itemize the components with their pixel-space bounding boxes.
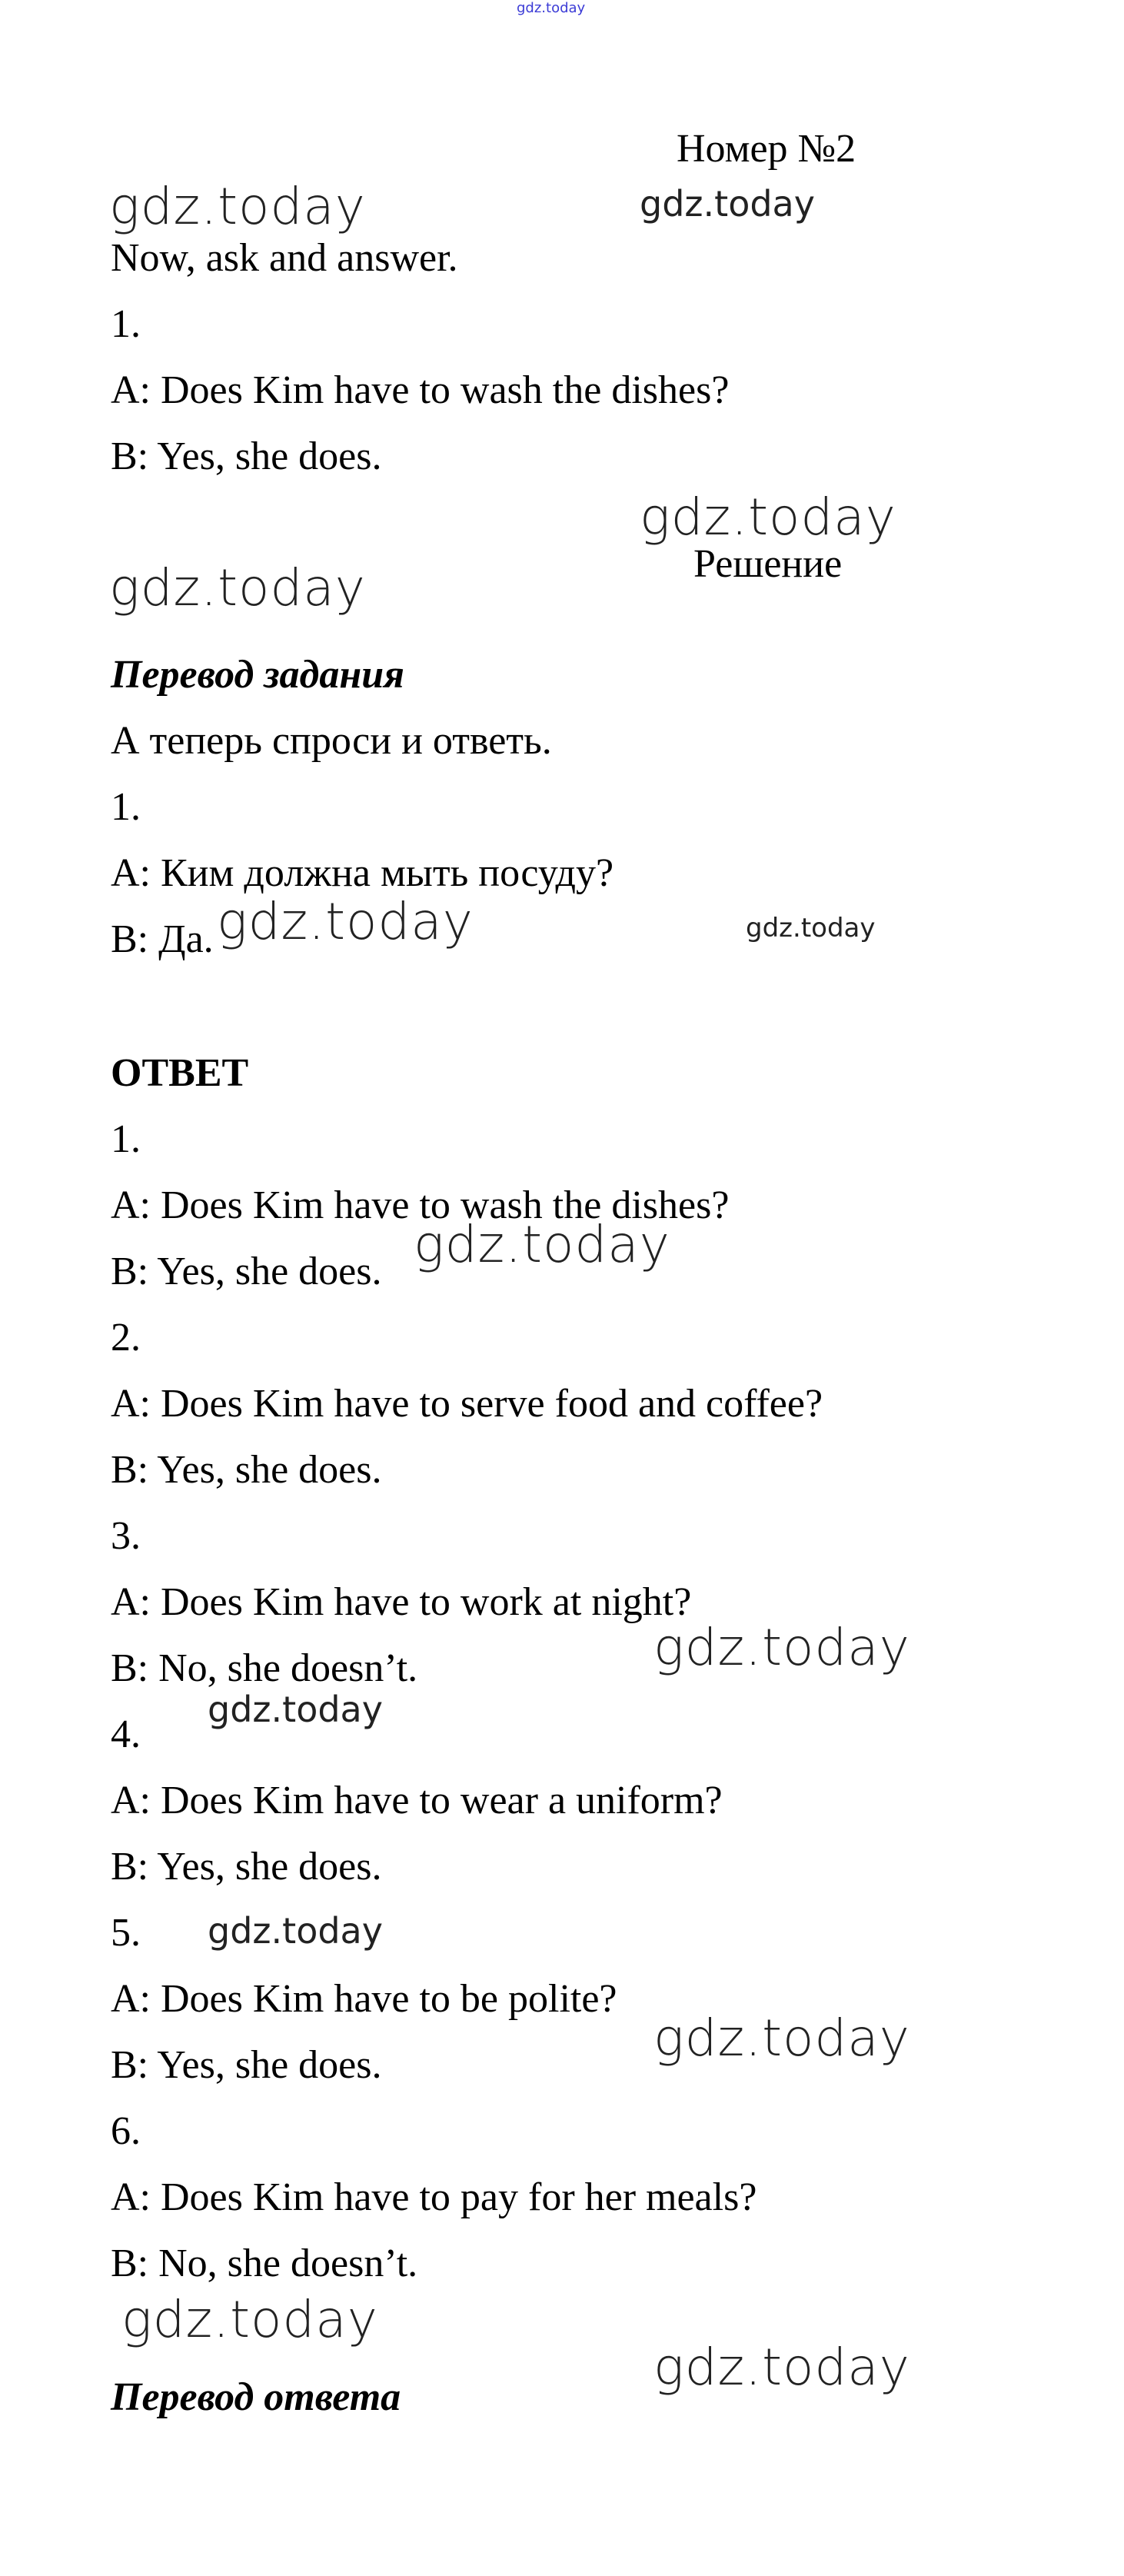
- answer-number: 3.: [111, 1514, 141, 1558]
- watermark: gdz.today: [208, 1910, 383, 1952]
- answer-reply: B: Yes, she does.: [111, 2043, 382, 2087]
- answer-reply: B: Yes, she does.: [111, 1448, 382, 1492]
- answer-reply: B: Yes, she does.: [111, 1250, 382, 1293]
- watermark: gdz.today: [640, 183, 815, 225]
- task-number: Номер №2: [677, 127, 856, 171]
- watermark: gdz.today: [746, 913, 876, 944]
- watermark: gdz.today: [640, 488, 896, 547]
- answer-question: A: Does Kim have to wash the dishes?: [111, 1183, 730, 1227]
- task-instruction: Now, ask and answer.: [111, 236, 458, 280]
- solution-label: Решение: [693, 542, 843, 586]
- watermark: gdz.today: [121, 2290, 378, 2349]
- answer-question: A: Does Kim have to wear a uniform?: [111, 1779, 723, 1822]
- answer-number: 6.: [111, 2109, 141, 2153]
- task-translation-heading: Перевод задания: [111, 653, 404, 697]
- watermark: gdz.today: [217, 892, 474, 951]
- answer-question: A: Does Kim have to work at night?: [111, 1580, 692, 1624]
- task-line: A: Does Kim have to wash the dishes?: [111, 368, 730, 412]
- answer-number: 5.: [111, 1911, 141, 1955]
- watermark: gdz.today: [414, 1215, 670, 1274]
- answer-translation-heading: Перевод ответа: [111, 2375, 401, 2419]
- answer-number: 2.: [111, 1316, 141, 1360]
- watermark: gdz.today: [653, 1618, 910, 1677]
- watermark: gdz.today: [653, 2009, 910, 2068]
- task-translation-line: 1.: [111, 785, 141, 829]
- answer-number: 4.: [111, 1712, 141, 1756]
- task-line: 1.: [111, 302, 141, 346]
- watermark: gdz.today: [208, 1689, 383, 1730]
- answer-reply: B: No, she doesn’t.: [111, 2242, 418, 2285]
- task-translation-instruction: А теперь спроси и ответь.: [111, 719, 552, 763]
- answer-question: A: Does Kim have to be polite?: [111, 1977, 617, 2021]
- task-line: B: Yes, she does.: [111, 434, 382, 478]
- task-translation-line: A: Ким должна мыть посуду?: [111, 851, 614, 895]
- answer-question: A: Does Kim have to pay for her meals?: [111, 2175, 757, 2219]
- answer-number: 1.: [111, 1117, 141, 1161]
- watermark: gdz.today: [109, 177, 366, 236]
- answer-reply: B: Yes, she does.: [111, 1845, 382, 1889]
- answer-reply: B: No, she doesn’t.: [111, 1646, 418, 1690]
- watermark: gdz.today: [109, 558, 366, 617]
- task-translation-line: B: Да.: [111, 917, 214, 961]
- answer-question: A: Does Kim have to serve food and coffee?: [111, 1382, 823, 1426]
- watermark: gdz.today: [653, 2338, 910, 2397]
- watermark-top: gdz.today: [517, 0, 586, 16]
- answer-heading: ОТВЕТ: [111, 1051, 249, 1095]
